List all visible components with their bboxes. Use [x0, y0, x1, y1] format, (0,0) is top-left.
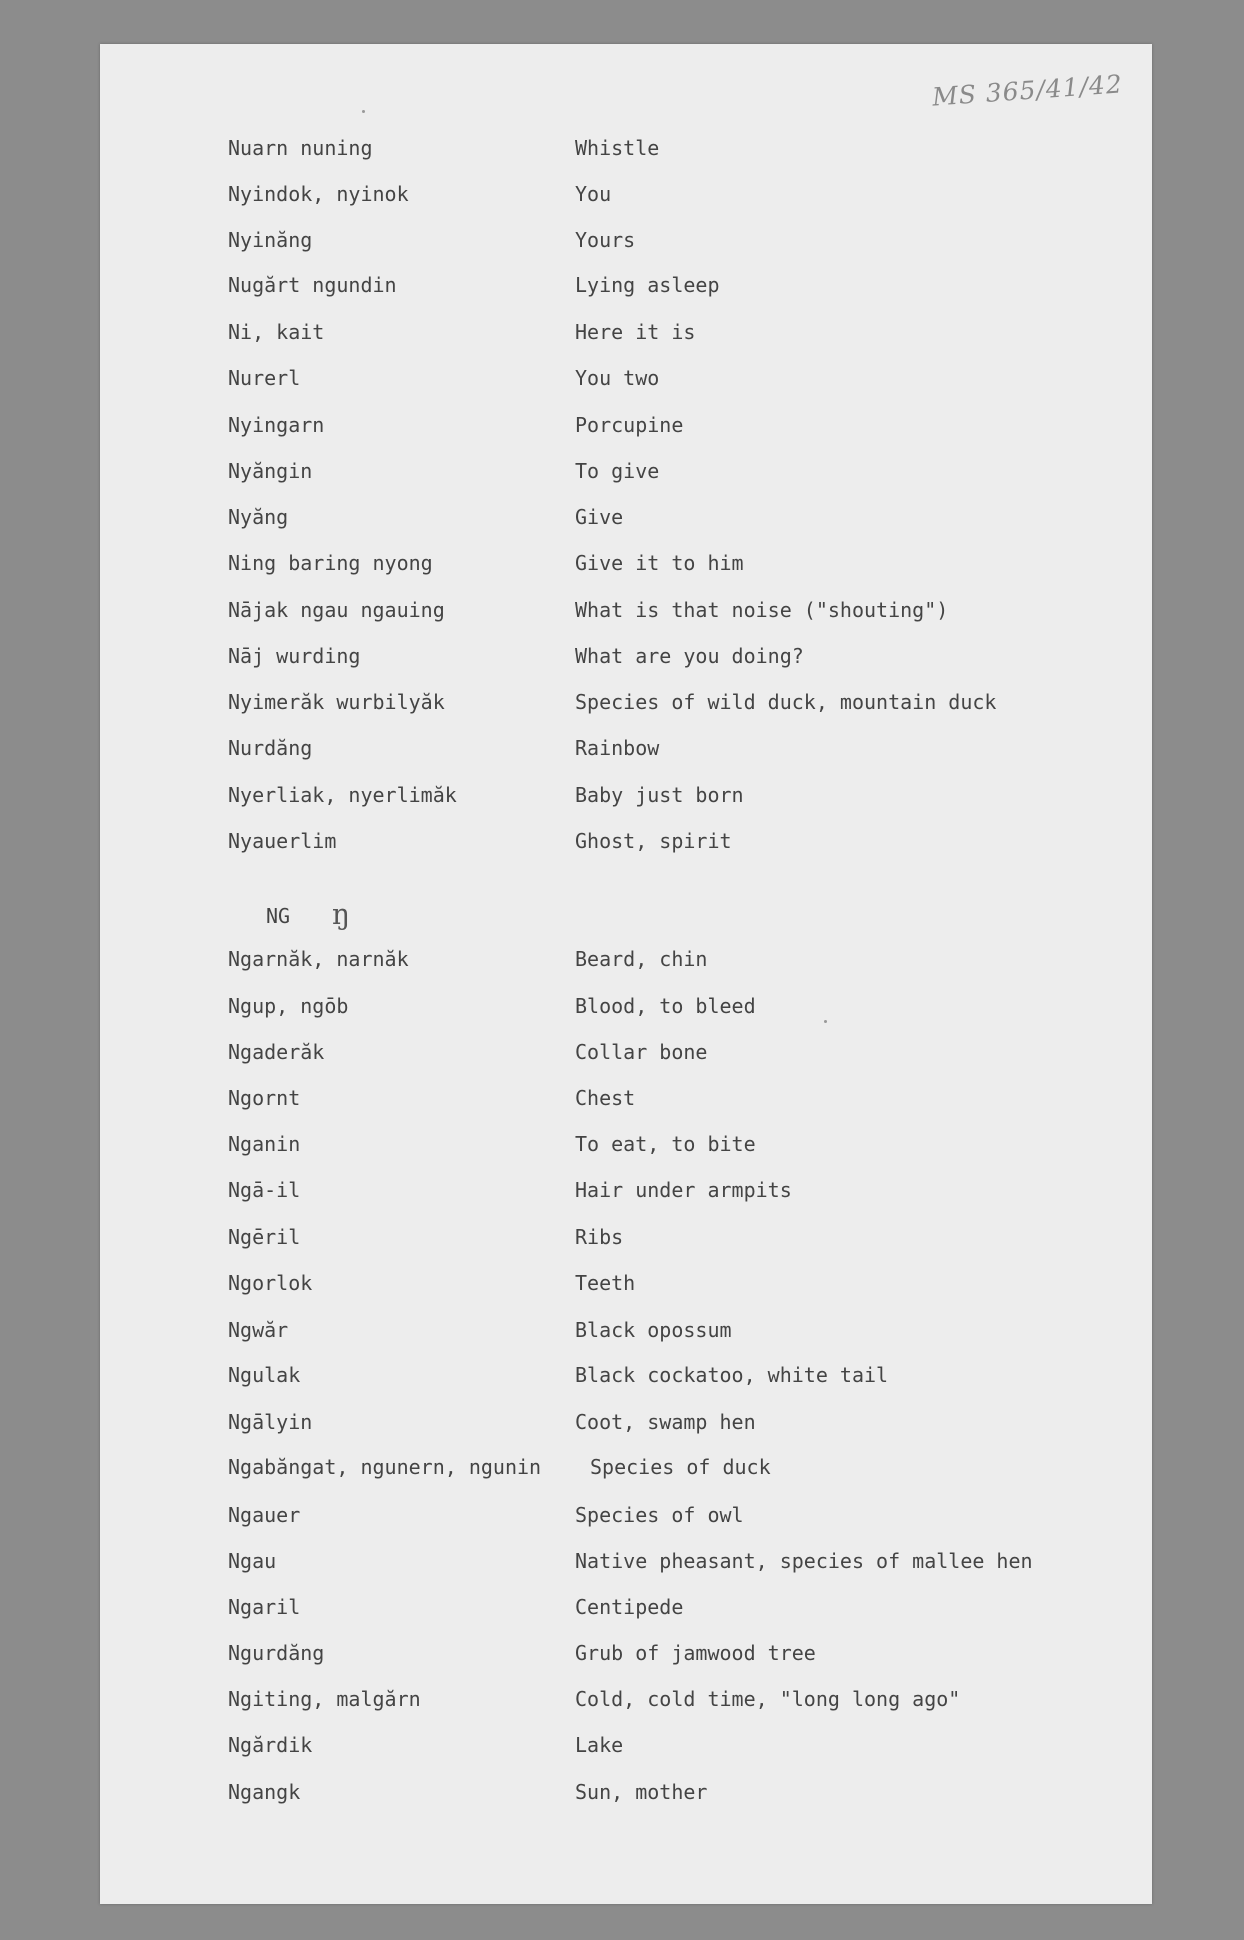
entry-gloss: Blood, to bleed [575, 994, 756, 1018]
entry-row [100, 1780, 1152, 1810]
entry-term: Ngauer [228, 1503, 301, 1527]
entry-row [100, 1410, 1152, 1440]
section-heading-label: NG [266, 904, 291, 928]
entry-row [100, 505, 1152, 535]
entry-term: Ngărdik [228, 1733, 313, 1757]
entry-term: Ngā-il [228, 1178, 301, 1202]
entry-row [100, 598, 1152, 628]
entry-term: Nugărt ngundin [228, 273, 397, 297]
entry-term: Ngorlok [228, 1271, 313, 1295]
entry-gloss: Give [575, 505, 624, 529]
entry-term: Ngālyin [228, 1410, 313, 1434]
entry-term: Ngulak [228, 1363, 301, 1387]
entry-term: Nyerliak, nyerlimăk [228, 783, 457, 807]
entry-gloss: Species of duck [590, 1455, 771, 1479]
entry-row [100, 1549, 1152, 1579]
entry-gloss: Hair under armpits [575, 1178, 792, 1202]
entry-term: Nyindok, nyinok [228, 182, 409, 206]
entry-gloss: What are you doing? [575, 644, 804, 668]
entry-term: Nyingarn [228, 413, 325, 437]
entry-term: Ngaderăk [228, 1040, 325, 1064]
entry-term: Nyauerlim [228, 829, 337, 853]
entry-term: Nganin [228, 1132, 301, 1156]
entry-row [100, 551, 1152, 581]
entry-gloss: Rainbow [575, 736, 660, 760]
entry-term: Nājak ngau ngauing [228, 598, 445, 622]
entry-row [100, 1687, 1152, 1717]
entry-row [100, 1733, 1152, 1763]
entry-row [100, 994, 1152, 1024]
entry-gloss: Porcupine [575, 413, 684, 437]
entry-gloss: Yours [575, 228, 636, 252]
entry-gloss: You two [575, 366, 660, 390]
entry-row [100, 1455, 1152, 1485]
entry-gloss: Sun, mother [575, 1780, 708, 1804]
entry-row [100, 1132, 1152, 1162]
entry-term: Ngaril [228, 1595, 301, 1619]
entry-row [100, 644, 1152, 674]
entry-gloss: To eat, to bite [575, 1132, 756, 1156]
entry-gloss: Black cockatoo, white tail [575, 1363, 889, 1387]
entry-row [100, 182, 1152, 212]
entry-term: Ngup, ngōb [228, 994, 349, 1018]
entry-gloss: Centipede [575, 1595, 684, 1619]
entry-row [100, 690, 1152, 720]
entry-term: Nurerl [228, 366, 301, 390]
entry-row [100, 1595, 1152, 1625]
entry-gloss: Cold, cold time, "long long ago" [575, 1687, 961, 1711]
entry-term: Ngurdăng [228, 1641, 325, 1665]
entry-gloss: Lake [575, 1733, 624, 1757]
entry-row [100, 1040, 1152, 1070]
entry-gloss: Ribs [575, 1225, 624, 1249]
entry-row [100, 1086, 1152, 1116]
entry-row [100, 459, 1152, 489]
entry-row [100, 1271, 1152, 1301]
entry-term: Nyinăng [228, 228, 313, 252]
entry-term: Ngangk [228, 1780, 301, 1804]
entry-gloss: Ghost, spirit [575, 829, 732, 853]
entry-gloss: Teeth [575, 1271, 636, 1295]
entry-row [100, 1178, 1152, 1208]
entry-gloss: Black opossum [575, 1318, 732, 1342]
entry-row [100, 273, 1152, 303]
entry-row [100, 1225, 1152, 1255]
manuscript-page [100, 44, 1152, 1904]
entry-row [100, 366, 1152, 396]
entry-term: Ngiting, malgărn [228, 1687, 421, 1711]
entry-gloss: Here it is [575, 320, 696, 344]
entry-gloss: Species of owl [575, 1503, 744, 1527]
entry-gloss: What is that noise ("shouting") [575, 598, 949, 622]
entry-gloss: Whistle [575, 136, 660, 160]
entry-term: Ngau [228, 1549, 277, 1573]
entry-gloss: Chest [575, 1086, 636, 1110]
entry-row [100, 829, 1152, 859]
entry-term: Nyăngin [228, 459, 313, 483]
entry-row [100, 1318, 1152, 1348]
entry-term: Ngwăr [228, 1318, 289, 1342]
entry-term: Nāj wurding [228, 644, 361, 668]
entry-term: Ngornt [228, 1086, 301, 1110]
entry-gloss: Species of wild duck, mountain duck [575, 690, 997, 714]
entry-gloss: Beard, chin [575, 947, 708, 971]
entry-row [100, 1503, 1152, 1533]
entry-gloss: Grub of jamwood tree [575, 1641, 816, 1665]
entry-row [100, 736, 1152, 766]
entry-term: Ning baring nyong [228, 551, 433, 575]
entry-row [100, 228, 1152, 258]
paper-speck [824, 1020, 827, 1023]
entry-gloss: To give [575, 459, 660, 483]
entry-term: Nurdăng [228, 736, 313, 760]
entry-gloss: You [575, 182, 612, 206]
entry-gloss: Baby just born [575, 783, 744, 807]
entry-term: Ngabăngat, ngunern, ngunin [228, 1455, 542, 1479]
entry-term: Ngēril [228, 1225, 301, 1249]
entry-gloss: Coot, swamp hen [575, 1410, 756, 1434]
entry-row [100, 413, 1152, 443]
entry-gloss: Give it to him [575, 551, 744, 575]
entry-row [100, 783, 1152, 813]
entry-term: Nuarn nuning [228, 136, 373, 160]
entry-term: Nyimerăk wurbilyăk [228, 690, 445, 714]
entry-row [100, 320, 1152, 350]
entry-row [100, 1363, 1152, 1393]
entry-gloss: Native pheasant, species of mallee hen [575, 1549, 1033, 1573]
entry-row [100, 136, 1152, 166]
entry-gloss: Lying asleep [575, 273, 720, 297]
section-heading-glyph: ŋ [332, 898, 351, 931]
section-heading-ng [266, 898, 351, 931]
archive-reference: MS 365/41/42 [931, 69, 1124, 112]
entry-row [100, 947, 1152, 977]
paper-speck [362, 110, 365, 113]
entry-row [100, 1641, 1152, 1671]
entry-term: Ni, kait [228, 320, 325, 344]
entry-term: Nyăng [228, 505, 289, 529]
entry-term: Ngarnăk, narnăk [228, 947, 409, 971]
entry-gloss: Collar bone [575, 1040, 708, 1064]
